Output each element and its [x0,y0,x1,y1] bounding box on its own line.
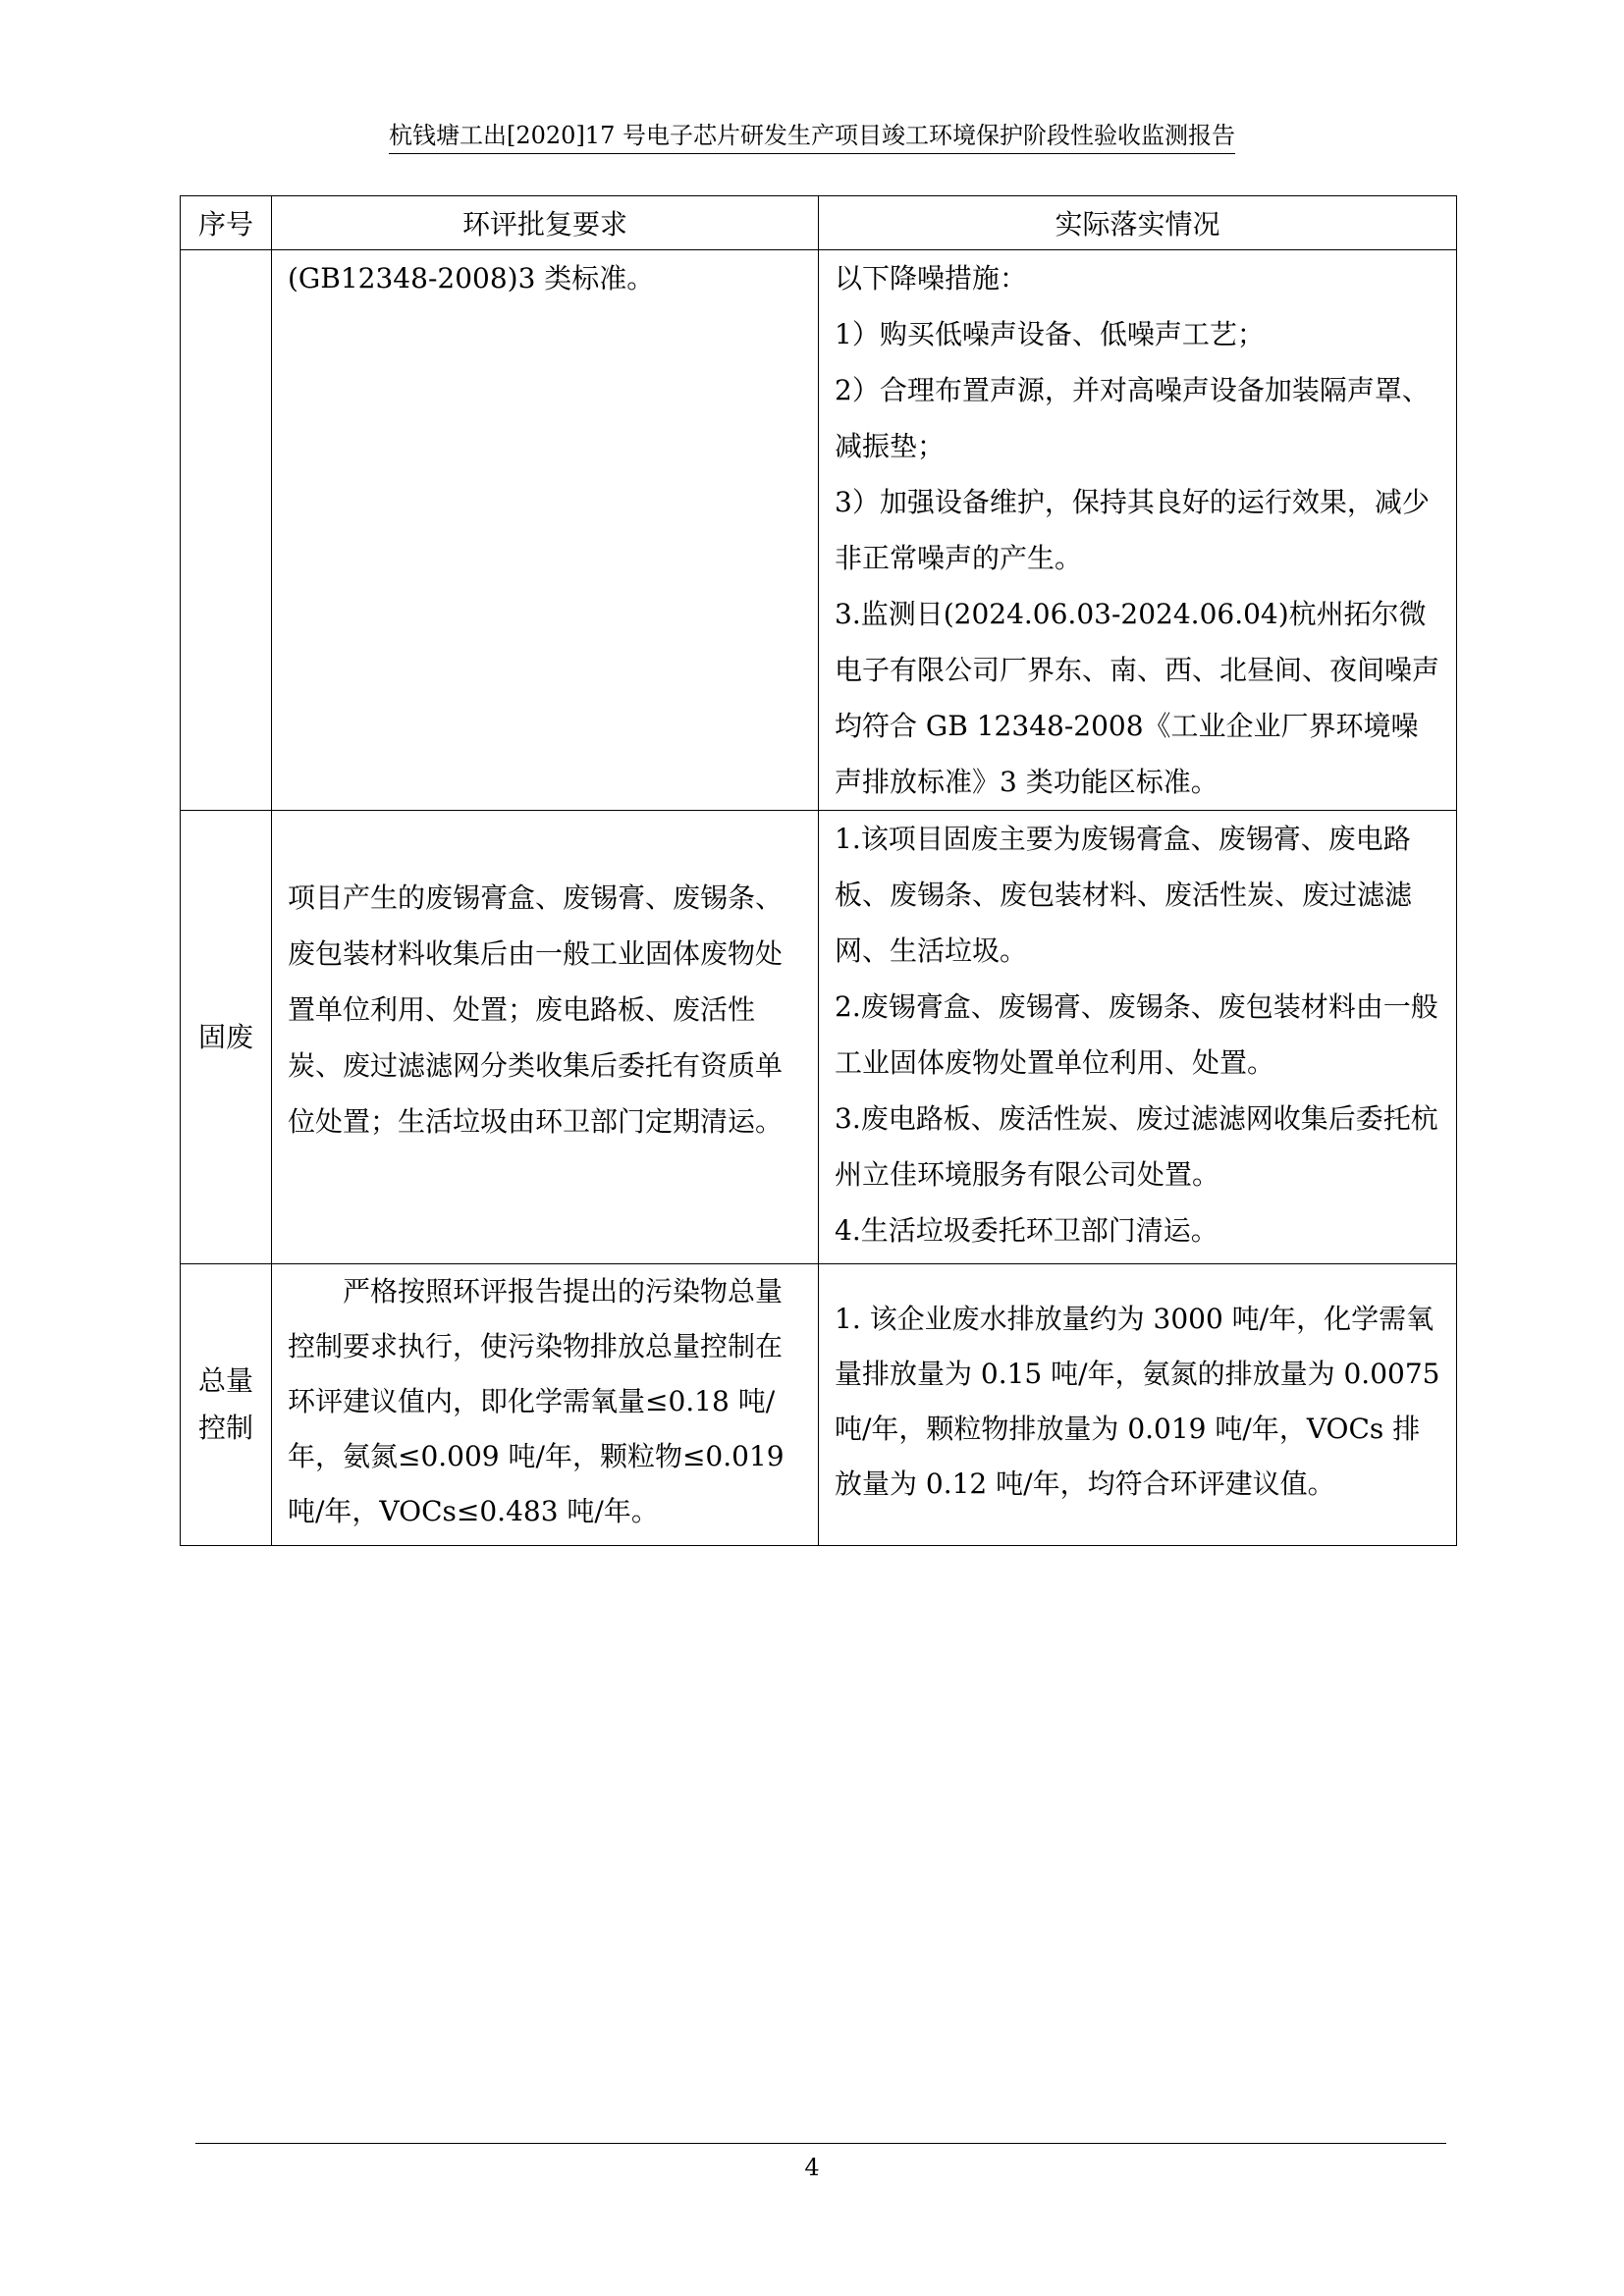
requirements-table [180,195,1457,1546]
column-header-implementation: 实际落实情况 [819,196,1457,250]
implementation-text: 2.废锡膏盒、废锡膏、废锡条、废包装材料由一般工业固体废物处置单位利用、处置。 [835,990,1438,1079]
column-header-requirement: 环评批复要求 [272,196,819,250]
implementation-text: 3）加强设备维护，保持其良好的运行效果，减少非正常噪声的产生。 [835,486,1430,574]
row-label: 固废 [181,811,272,1264]
report-title: 杭钱塘工出[2020]17 号电子芯片研发生产项目竣工环境保护阶段性验收监测报告 [389,122,1235,154]
implementation-cell [819,811,1457,1264]
requirement-text: (GB12348-2008)3 类标准。 [288,262,655,294]
implementation-text: 4.生活垃圾委托环卫部门清运。 [835,1214,1218,1247]
implementation-text: 1.该项目固废主要为废锡膏盒、废锡膏、废电路板、废锡条、废包装材料、废活性炭、废过滤滤网、生活垃圾。 [835,823,1413,967]
requirement-cell [272,1264,819,1546]
requirement-text: 严格按照环评报告提出的污染物总量控制要求执行，使污染物排放总量控制在环评建议值内，即化学需氧量≤0.18 吨/年，氨氮≤0.009 吨/年，颗粒物≤0.019 吨/年，VOCs≤0.483 吨/年。 [288,1275,785,1527]
row-label [181,250,272,811]
implementation-text: 1）购买低噪声设备、低噪声工艺； [835,318,1265,350]
implementation-text: 1. 该企业废水排放量约为 3000 吨/年，化学需氧量排放量为 0.15 吨/年，氨氮的排放量为 0.0075 吨/年，颗粒物排放量为 0.019 吨/年，VOCs 排放量为 0.12 吨/年，均符合环评建议值。 [835,1303,1440,1500]
footer-divider [195,2143,1446,2144]
column-header-index: 序号 [181,196,272,250]
report-header [0,116,1624,150]
implementation-cell [819,250,1457,811]
implementation-text: 以下降噪措施： [835,262,1028,294]
requirement-cell [272,250,819,811]
table-row [181,1264,1457,1546]
table-header-row [181,196,1457,250]
implementation-text: 3.监测日(2024.06.03-2024.06.04)杭州拓尔微电子有限公司厂界东、南、西、北昼间、夜间噪声均符合 GB 12348-2008《工业企业厂界环境噪声排放标准》3 类功能区标准。 [835,598,1440,798]
row-label [181,1264,272,1546]
implementation-text: 2）合理布置声源，并对高噪声设备加装隔声罩、减振垫； [835,374,1430,462]
table-row [181,811,1457,1264]
implementation-text: 3.废电路板、废活性炭、废过滤滤网收集后委托杭州立佳环境服务有限公司处置。 [835,1102,1438,1191]
row-label-text: 总量控制 [198,1364,254,1444]
table-row [181,250,1457,811]
requirement-cell [272,811,819,1264]
page-number: 4 [804,2154,820,2181]
requirement-text: 项目产生的废锡膏盒、废锡膏、废锡条、废包装材料收集后由一般工业固体废物处置单位利用、处置；废电路板、废活性炭、废过滤滤网分类收集后委托有资质单位处置；生活垃圾由环卫部门定期清运。 [288,881,784,1138]
implementation-cell [819,1264,1457,1546]
